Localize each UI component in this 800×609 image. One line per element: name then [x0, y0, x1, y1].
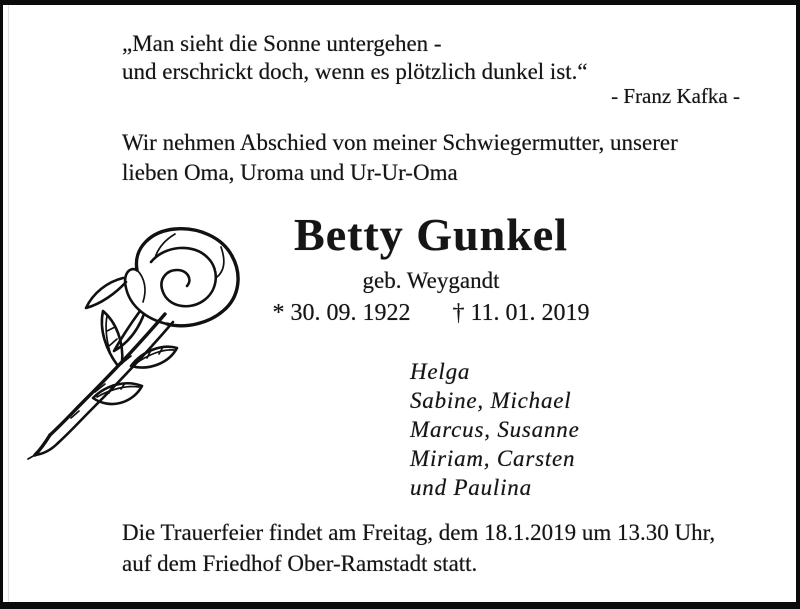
frame-right-rule — [796, 0, 800, 609]
frame-bottom-rule — [0, 602, 800, 609]
deceased-name: Betty Gunkel — [294, 209, 568, 260]
mourner-line: Marcus, Susanne — [410, 417, 580, 442]
funeral-details — [122, 517, 715, 579]
funeral-details-line2: auf dem Friedhof Ober-Ramstadt statt. — [122, 551, 478, 576]
mourner-line: Miriam, Carsten — [410, 446, 576, 471]
death-date: † 11. 01. 2019 — [452, 300, 590, 326]
farewell-text — [122, 128, 678, 188]
mourner-line: und Paulina — [410, 475, 532, 500]
farewell-text-line2: lieben Oma, Uroma und Ur-Ur-Oma — [122, 160, 458, 185]
memorial-quote-line1: „Man sieht die Sonne untergehen - — [122, 31, 442, 56]
quote-attribution: - Franz Kafka - — [611, 84, 740, 108]
life-dates — [120, 300, 742, 327]
frame-top-rule — [0, 0, 800, 5]
frame-left-rule — [0, 0, 3, 609]
memorial-quote-line2: und erschrickt doch, wenn es plötzlich dunkel ist.“ — [122, 59, 588, 84]
farewell-text-line1: Wir nehmen Abschied von meiner Schwiegermutter, unserer — [122, 130, 678, 155]
mourner-line: Helga — [410, 359, 471, 384]
scan-artifact-line — [8, 5, 9, 602]
funeral-details-line1: Die Trauerfeier findet am Freitag, dem 18.1.2019 um 13.30 Uhr, — [122, 520, 716, 545]
mourner-line: Sabine, Michael — [410, 388, 572, 413]
maiden-name: geb. Weygandt — [362, 268, 500, 293]
memorial-quote — [122, 30, 588, 86]
mourners-list — [410, 357, 580, 502]
birth-date: * 30. 09. 1922 — [272, 300, 411, 326]
